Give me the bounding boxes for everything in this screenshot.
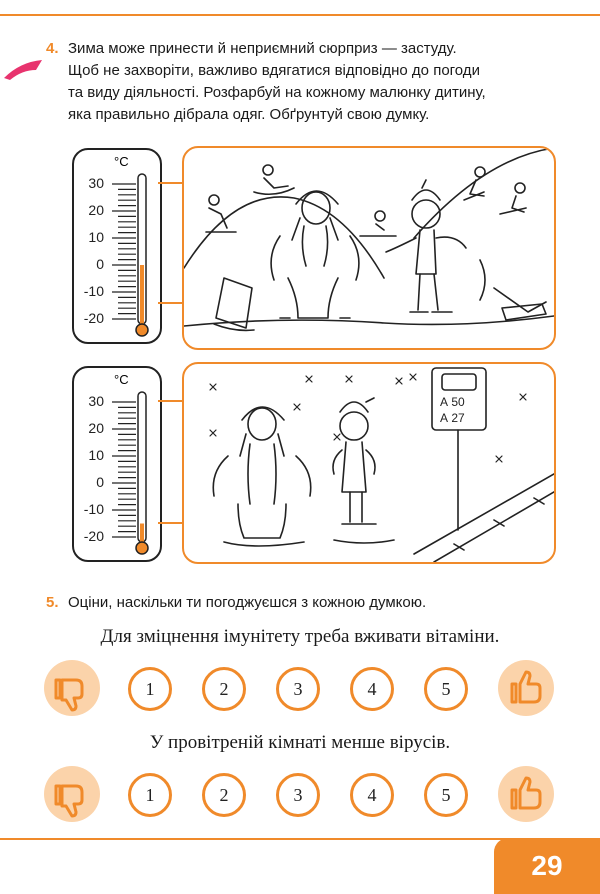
rating-option[interactable]: 3 xyxy=(276,773,320,817)
task-5-number: 5. xyxy=(46,594,59,611)
rating-option[interactable]: 3 xyxy=(276,667,320,711)
rating-option[interactable]: 1 xyxy=(128,667,172,711)
thermometer-card-1 xyxy=(72,148,162,344)
thumbs-down-icon xyxy=(44,766,100,822)
mercury-level xyxy=(140,524,144,545)
top-rule xyxy=(0,14,600,16)
task-4-text xyxy=(68,38,588,126)
connector-line xyxy=(158,522,182,524)
rating-option[interactable]: 1 xyxy=(128,773,172,817)
scene-bus-stop xyxy=(182,362,556,564)
tick-label: 0 xyxy=(96,474,104,490)
rating-row-1 xyxy=(0,660,600,720)
task-4-number: 4. xyxy=(46,40,59,57)
task-5-text: Оціни, наскільки ти погоджуєшся з кожною думкою. xyxy=(68,594,427,611)
thumbs-up-button[interactable] xyxy=(498,660,554,716)
tick-label: 30 xyxy=(88,393,104,409)
tick-label: 10 xyxy=(88,447,104,463)
tick-label: -20 xyxy=(83,528,104,544)
scene-sledding-illustration xyxy=(184,148,554,348)
thumbs-up-icon xyxy=(498,660,554,716)
statement-2: У провітреній кімнаті менше вірусів. xyxy=(149,732,451,753)
thermometer-card-2 xyxy=(72,366,162,562)
connector-line xyxy=(158,182,182,184)
rating-option[interactable]: 5 xyxy=(424,667,468,711)
task-4-line: та виду діяльності. Розфарбуй на кожному малюнку дитину, xyxy=(68,84,486,101)
task-4-line: Щоб не захворіти, важливо вдягатися відповідно до погоди xyxy=(68,62,480,79)
task-4-line: Зима може принести й неприємний сюрприз — застуду. xyxy=(68,40,457,57)
tick-label: 10 xyxy=(88,229,104,245)
unit-label: °C xyxy=(114,154,129,169)
rating-option[interactable]: 4 xyxy=(350,667,394,711)
thermometer-1 xyxy=(74,150,160,342)
thumbs-down-icon xyxy=(44,660,100,716)
rating-option[interactable]: 2 xyxy=(202,667,246,711)
thumbs-up-button[interactable] xyxy=(498,766,554,822)
connector-line xyxy=(158,400,182,402)
tick-label: 20 xyxy=(88,420,104,436)
tick-label: 0 xyxy=(96,256,104,272)
mercury-level xyxy=(140,265,144,326)
rating-option[interactable]: 5 xyxy=(424,773,468,817)
thumbs-down-button[interactable] xyxy=(44,766,100,822)
unit-label: °C xyxy=(114,372,129,387)
scene-bus-stop-illustration xyxy=(184,364,554,562)
page-number: 29 xyxy=(494,838,600,894)
bus-sign-route: А 27 xyxy=(440,411,465,425)
scene-sledding xyxy=(182,146,556,350)
tick-label: -10 xyxy=(83,283,104,299)
task-4-line: яка правильно дібрала одяг. Обґрунтуй свою думку. xyxy=(68,106,430,123)
tick-label: 20 xyxy=(88,202,104,218)
thermometer-2 xyxy=(74,368,160,560)
thumbs-up-icon xyxy=(498,766,554,822)
rating-option[interactable]: 4 xyxy=(350,773,394,817)
tick-label: -10 xyxy=(83,501,104,517)
connector-line xyxy=(158,302,182,304)
tick-label: 30 xyxy=(88,175,104,191)
pointer-arrow-icon xyxy=(2,56,46,82)
thumbs-down-button[interactable] xyxy=(44,660,100,716)
bus-sign-route: А 50 xyxy=(440,395,465,409)
rating-option[interactable]: 2 xyxy=(202,773,246,817)
statement-1: Для зміцнення імунітету треба вживати вітаміни. xyxy=(100,626,500,647)
tick-label: -20 xyxy=(83,310,104,326)
rating-row-2 xyxy=(0,766,600,826)
